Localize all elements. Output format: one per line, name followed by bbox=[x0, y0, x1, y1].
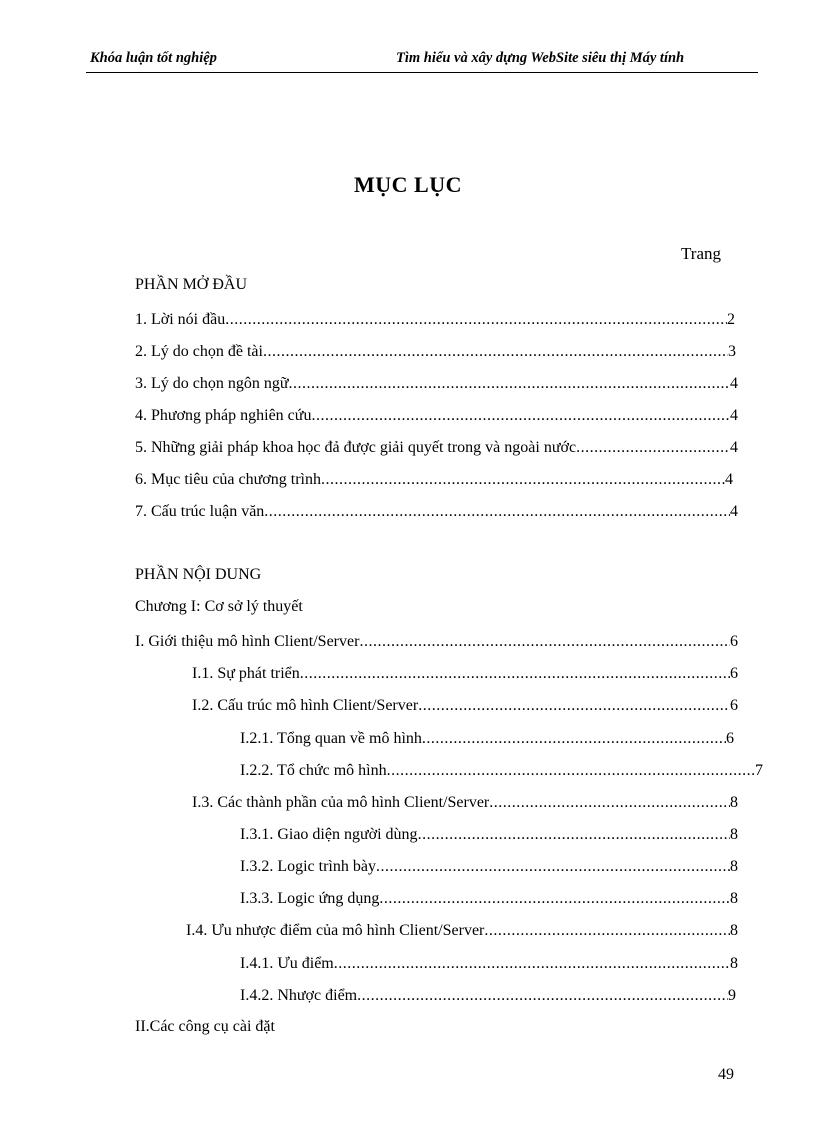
toc-entry-page: 8 bbox=[730, 922, 738, 939]
dot-leader bbox=[225, 310, 727, 330]
toc-entry-label: 6. Mục tiêu của chương trình bbox=[135, 471, 321, 488]
dot-leader bbox=[264, 502, 730, 522]
toc-entry-label: I.1. Sự phát triển bbox=[192, 665, 300, 682]
toc-entry-label: 3. Lý do chọn ngôn ngữ bbox=[135, 375, 289, 392]
toc-entry bbox=[135, 374, 738, 394]
dot-leader bbox=[418, 696, 730, 716]
page-header bbox=[86, 50, 758, 73]
toc-entry bbox=[240, 761, 763, 781]
dot-leader bbox=[289, 374, 730, 394]
toc-entry-page: 8 bbox=[730, 794, 738, 811]
toc-entry bbox=[240, 857, 738, 877]
toc-entry bbox=[135, 632, 738, 652]
toc-entry bbox=[240, 825, 738, 845]
page-number: 49 bbox=[718, 1066, 734, 1083]
toc-entry-label: I.2.2. Tổ chức mô hình bbox=[240, 762, 387, 779]
toc-entry bbox=[135, 310, 735, 330]
toc-entry-page: 6 bbox=[730, 665, 738, 682]
header-left-text: Khóa luận tốt nghiệp bbox=[90, 50, 217, 66]
toc-entry bbox=[240, 889, 738, 909]
toc-entry-page: 4 bbox=[730, 503, 738, 520]
toc-entry-label: I.4.1. Ưu điểm bbox=[240, 955, 334, 972]
toc-entry-label: I.3. Các thành phần của mô hình Client/Server bbox=[192, 794, 490, 811]
dot-leader bbox=[263, 342, 728, 362]
toc-entry-page: 6 bbox=[730, 697, 738, 714]
toc-entry bbox=[135, 342, 736, 362]
dot-leader bbox=[357, 986, 728, 1006]
toc-entry-label: I.2.1. Tổng quan về mô hình bbox=[240, 730, 422, 747]
toc-entry-page: 8 bbox=[730, 826, 738, 843]
toc-entry bbox=[135, 502, 738, 522]
chapter-heading: Chương I: Cơ sở lý thuyết bbox=[135, 598, 303, 615]
part-intro-heading: PHẦN MỞ ĐẦU bbox=[135, 276, 248, 293]
toc-entry bbox=[192, 696, 738, 716]
toc-entry bbox=[240, 729, 734, 749]
toc-entry-label: I.3.1. Giao diện người dùng bbox=[240, 826, 418, 843]
toc-entry bbox=[240, 986, 736, 1006]
toc-entry-label: 1. Lời nói đầu bbox=[135, 311, 226, 328]
toc-entry-page: 6 bbox=[730, 633, 738, 650]
toc-entry-label: I.4.2. Nhược điểm bbox=[240, 987, 358, 1004]
section-heading-tools: II.Các công cụ cài đặt bbox=[135, 1018, 275, 1035]
part-content-heading: PHẦN NỘI DUNG bbox=[135, 566, 262, 583]
dot-leader bbox=[334, 954, 730, 974]
toc-entry-page: 4 bbox=[725, 471, 733, 488]
page-column-label: Trang bbox=[681, 244, 721, 263]
toc-entry-label: I.4. Ưu nhược điểm của mô hình Client/Server bbox=[186, 922, 485, 939]
page-title: MỤC LỤC bbox=[354, 172, 462, 197]
dot-leader bbox=[418, 825, 730, 845]
toc-entry-label: I.3.3. Logic ứng dụng bbox=[240, 890, 380, 907]
dot-leader bbox=[376, 857, 730, 877]
toc-entry bbox=[135, 470, 733, 490]
toc-entry-label: I.3.2. Logic trình bày bbox=[240, 858, 376, 875]
toc-entry-page: 4 bbox=[730, 407, 738, 424]
dot-leader bbox=[422, 729, 726, 749]
dot-leader bbox=[321, 470, 725, 490]
toc-entry-page: 7 bbox=[755, 762, 763, 779]
toc-entry-page: 3 bbox=[728, 343, 736, 360]
dot-leader bbox=[576, 438, 730, 458]
toc-entry-page: 9 bbox=[728, 987, 736, 1004]
toc-entry bbox=[240, 954, 738, 974]
dot-leader bbox=[489, 793, 730, 813]
toc-entry bbox=[192, 793, 738, 813]
toc-entry-page: 2 bbox=[727, 311, 735, 328]
toc-entry-page: 8 bbox=[730, 890, 738, 907]
toc-entry bbox=[135, 406, 738, 426]
toc-entry-label: 7. Cấu trúc luận văn bbox=[135, 503, 265, 520]
toc-entry-page: 8 bbox=[730, 955, 738, 972]
dot-leader bbox=[387, 761, 755, 781]
dot-leader bbox=[311, 406, 730, 426]
toc-entry bbox=[192, 664, 738, 684]
toc-entry-page: 6 bbox=[726, 730, 734, 747]
toc-entry-label: 4. Phương pháp nghiên cứu bbox=[135, 407, 312, 424]
toc-entry-label: 5. Những giải pháp khoa học đả được giải quyết trong và ngoài nước bbox=[135, 439, 577, 456]
toc-entry-page: 4 bbox=[730, 375, 738, 392]
header-right-text: Tìm hiểu và xây dựng WebSite siêu thị Máy tính bbox=[396, 50, 685, 66]
dot-leader bbox=[379, 889, 730, 909]
toc-entry bbox=[135, 438, 738, 458]
toc-entry-page: 8 bbox=[730, 858, 738, 875]
toc-entry-label: I. Giới thiệu mô hình Client/Server bbox=[135, 633, 360, 650]
toc-entry-label: I.2. Cấu trúc mô hình Client/Server bbox=[192, 697, 419, 714]
dot-leader bbox=[484, 921, 730, 941]
dot-leader bbox=[300, 664, 730, 684]
dot-leader bbox=[359, 632, 730, 652]
toc-entry-page: 4 bbox=[730, 439, 738, 456]
toc-entry bbox=[186, 921, 738, 941]
toc-entry-label: 2. Lý do chọn đề tài bbox=[135, 343, 263, 360]
